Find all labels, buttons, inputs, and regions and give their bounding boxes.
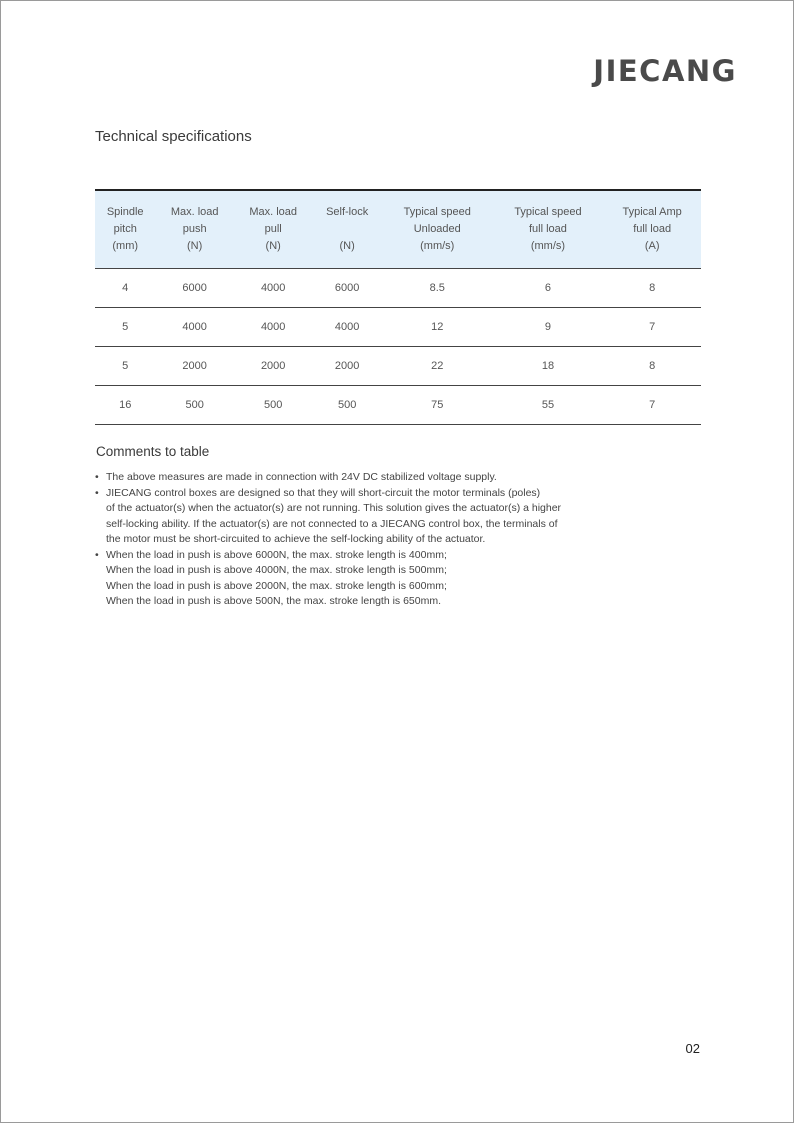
- table-cell: 500: [234, 386, 313, 425]
- column-header-line: (A): [644, 240, 660, 252]
- comment-item: [95, 486, 655, 548]
- column-header: [382, 190, 493, 269]
- table-cell: 6000: [155, 269, 234, 308]
- column-header-line: Typical Amp: [622, 206, 682, 218]
- table-row: [95, 347, 701, 386]
- column-header-line: [312, 221, 381, 238]
- table-row: [95, 386, 701, 425]
- table-cell: 4000: [234, 269, 313, 308]
- table-row: [95, 308, 701, 347]
- comment-item: [95, 548, 655, 610]
- column-header-line: pitch: [113, 223, 137, 235]
- column-header: [603, 190, 701, 269]
- column-header: [234, 190, 313, 269]
- table-header: [95, 190, 701, 269]
- comment-line: the motor must be short-circuited to achieve the self-locking ability of the actuator.: [106, 533, 486, 545]
- comment-line: • The above measures are made in connection with 24V DC stabilized voltage supply.: [106, 471, 497, 483]
- table-cell: 6000: [312, 269, 381, 308]
- table-cell: 4000: [155, 308, 234, 347]
- comments-title: Comments to table: [96, 444, 210, 459]
- table-cell: 55: [493, 386, 604, 425]
- table-cell: 5: [95, 308, 155, 347]
- column-header-line: Max. load: [170, 206, 219, 218]
- table-cell: 2000: [312, 347, 381, 386]
- table-cell: 8.5: [382, 269, 493, 308]
- column-header: [493, 190, 604, 269]
- column-header: [155, 190, 234, 269]
- comments-list: [95, 470, 655, 610]
- comment-line: When the load in push is above 2000N, the max. stroke length is 600mm;: [106, 579, 447, 592]
- table-cell: 4000: [234, 308, 313, 347]
- table-cell: 8: [603, 269, 701, 308]
- column-header-line: Typical speed: [514, 206, 582, 218]
- column-header-line: (N): [339, 240, 355, 252]
- column-header-line: Typical speed: [403, 206, 471, 218]
- column-header-line: (mm): [112, 240, 139, 252]
- specifications-table: [95, 189, 701, 425]
- column-header-line: Unloaded: [413, 223, 461, 235]
- table-header-row: [95, 190, 701, 269]
- table-cell: 12: [382, 308, 493, 347]
- table-cell: 16: [95, 386, 155, 425]
- comment-line: • When the load in push is above 6000N, the max. stroke length is 400mm;: [106, 548, 447, 561]
- comment-line: self-locking ability. If the actuator(s) are not connected to a JIECANG control box, the terminals of: [106, 517, 558, 530]
- comment-line: When the load in push is above 500N, the max. stroke length is 650mm.: [106, 595, 442, 607]
- table-cell: 2000: [155, 347, 234, 386]
- column-header: [312, 190, 381, 269]
- table-cell: 4: [95, 269, 155, 308]
- table-cell: 22: [382, 347, 493, 386]
- column-header-line: (N): [265, 240, 281, 252]
- table-cell: 500: [312, 386, 381, 425]
- comment-line: • JIECANG control boxes are designed so that they will short-circuit the motor terminals (poles): [106, 486, 541, 499]
- comment-line: of the actuator(s) when the actuator(s) are not running. This solution gives the actuator(s) a higher: [106, 502, 562, 514]
- table-cell: 500: [155, 386, 234, 425]
- brand-logo: JIECANG: [593, 54, 737, 88]
- table-cell: 5: [95, 347, 155, 386]
- comment-line: When the load in push is above 4000N, the max. stroke length is 500mm;: [106, 564, 447, 576]
- column-header-line: (mm/s): [530, 240, 566, 252]
- table-cell: 4000: [312, 308, 381, 347]
- table-cell: 75: [382, 386, 493, 425]
- table-cell: 7: [603, 386, 701, 425]
- section-title: Technical specifications: [95, 128, 252, 145]
- table-cell: 7: [603, 308, 701, 347]
- table-cell: 6: [493, 269, 604, 308]
- table-row: [95, 269, 701, 308]
- column-header: [95, 190, 155, 269]
- column-header-line: pull: [264, 223, 282, 235]
- column-header-line: (mm/s): [420, 240, 455, 252]
- column-header-line: Spindle: [106, 206, 144, 218]
- table-cell: 8: [603, 347, 701, 386]
- page-number: 02: [685, 1041, 700, 1056]
- comment-item: [95, 470, 655, 486]
- table-cell: 2000: [234, 347, 313, 386]
- table-cell: 9: [493, 308, 604, 347]
- table-body: [95, 269, 701, 425]
- column-header-line: Self-lock: [326, 206, 369, 218]
- column-header-line: Max. load: [249, 206, 298, 218]
- column-header-line: full load: [528, 223, 567, 235]
- column-header-line: full load: [633, 223, 672, 235]
- table-cell: 18: [493, 347, 604, 386]
- column-header-line: push: [182, 223, 207, 235]
- column-header-line: (N): [187, 240, 203, 252]
